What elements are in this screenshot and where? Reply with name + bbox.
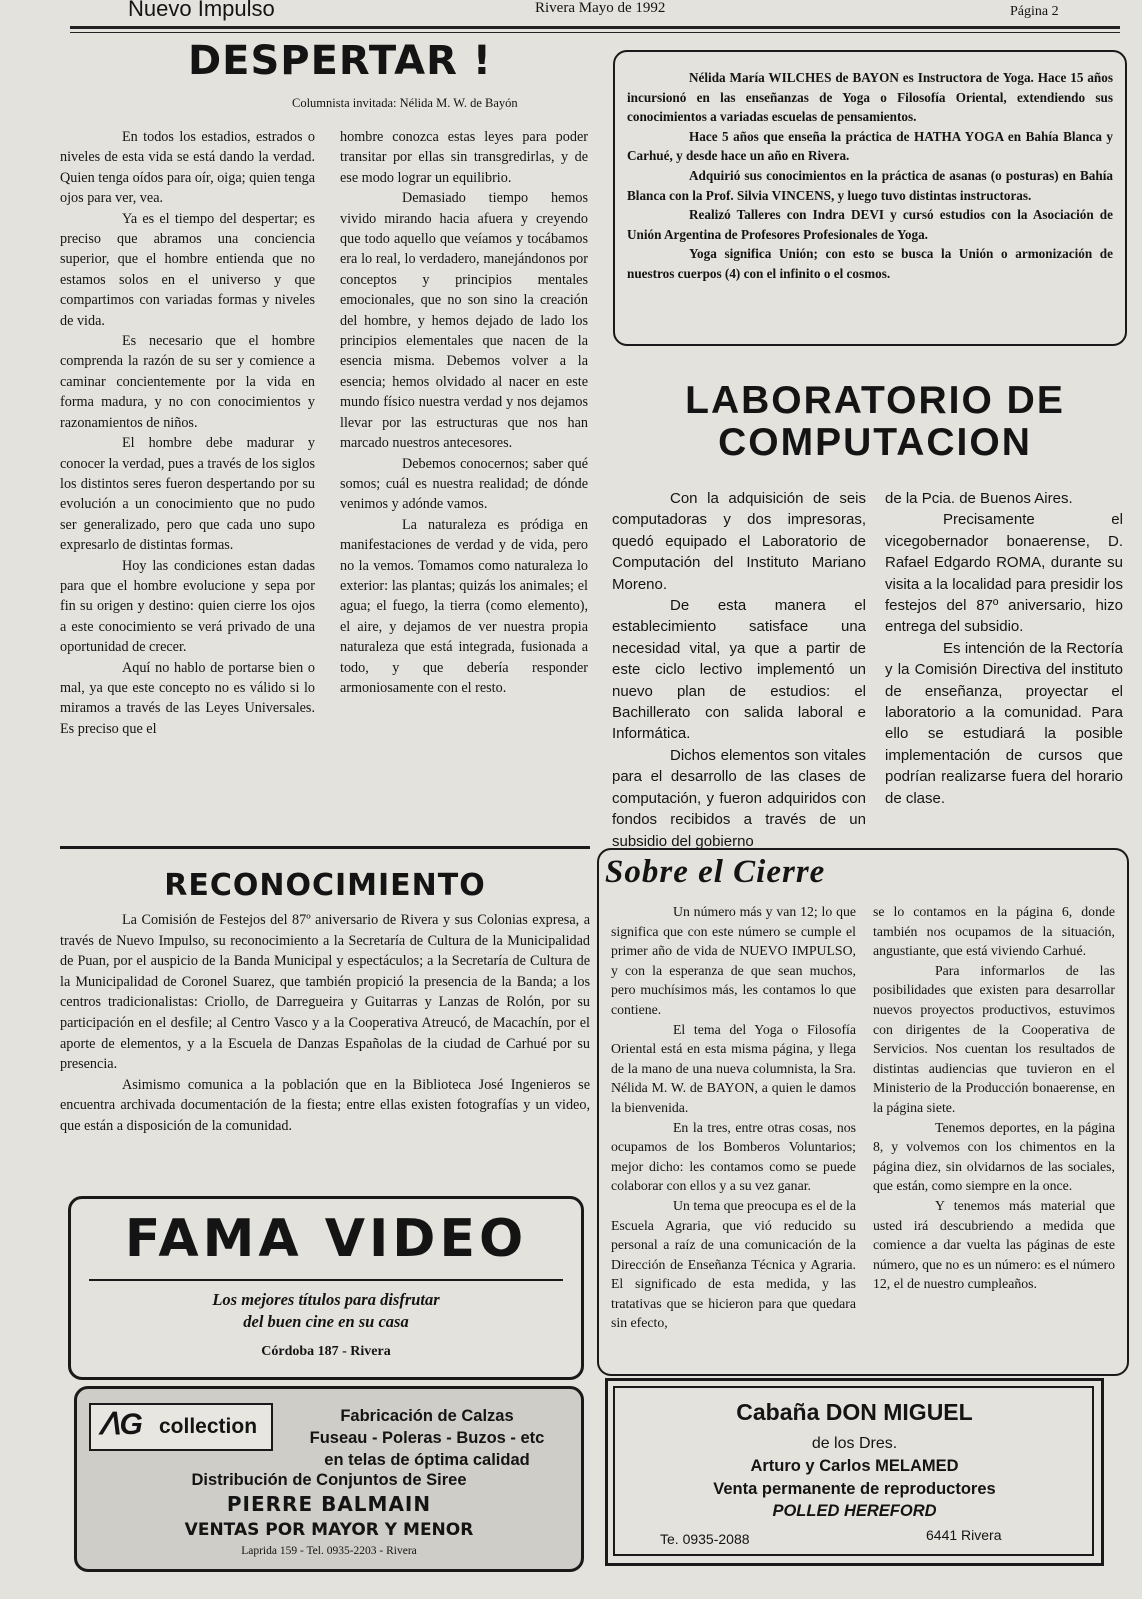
laboratorio-col1 bbox=[612, 488, 866, 852]
cabana-ad bbox=[605, 1378, 1104, 1566]
laboratorio-para: Precisamente el vicegobernador bonaerense, D. Rafael Edgardo ROMA, durante su visita a la localidad para presidir los festejos del 87º aniversario, hizo entrega del subsidio. bbox=[885, 511, 1123, 636]
fama-line2: del buen cine en su casa bbox=[243, 1312, 409, 1331]
yoga-para: Realizó Talleres con Indra DEVI y cursó estudios con la Asociación de Unión Argentina de Profesores Profesionales de Yoga. bbox=[627, 207, 1113, 242]
cabana-breed: POLLED HEREFORD bbox=[772, 1502, 937, 1520]
cierre-para: En la tres, entre otras cosas, nos ocupamos de los Bomberos Voluntarios; mejor dicho: les contamos como se puede colaborar con ellos y a su vez ganar. bbox=[611, 1119, 856, 1194]
despertar-para: El hombre debe madurar y conocer la verdad, pues a través de los siglos los distintos seres fueron despertando por su evolución a un conocimiento que no pudo ser generalizado, pero que cada uno supo expresarlo de distintas formas. bbox=[60, 435, 315, 554]
paper-name: Nuevo Impulso bbox=[128, 0, 275, 21]
collection-brand: PIERRE BALMAIN bbox=[226, 1492, 432, 1516]
issue-date: Rivera Mayo de 1992 bbox=[535, 0, 666, 16]
cierre-title: Sobre el Cierre bbox=[605, 854, 826, 890]
despertar-para: Hoy las condiciones estan dadas para que el hombre evolucione y sepa por fin su origen y destino: quien cierre los ojos a este conocimiento se verá privado de una oportunidad de crecer. bbox=[60, 557, 315, 656]
cabana-phone: Te. 0935-2088 bbox=[660, 1531, 750, 1547]
cabana-line1: de los Dres. bbox=[811, 1435, 898, 1452]
laboratorio-title bbox=[640, 380, 1110, 464]
laboratorio-para: Es intención de la Rectoría y la Comisión Directiva del instituto de enseñanza, proyectar el laboratorio a la comunidad. Para ello se estudiará la posible implementación de cursos que podrían realizarse fuera del horario de clase. bbox=[885, 639, 1123, 807]
collection-sales: VENTAS POR MAYOR Y MENOR bbox=[184, 1520, 474, 1540]
despertar-para: Aquí no hablo de portarse bien o mal, ya que este concepto no es válido si lo miramos a través de las Leyes Universales. Es preciso que el bbox=[60, 659, 315, 737]
cierre-col2 bbox=[873, 902, 1115, 1294]
cabana-owners: Arturo y Carlos MELAMED bbox=[750, 1457, 959, 1475]
collection-address: Laprida 159 - Tel. 0935-2203 - Rivera bbox=[241, 1545, 417, 1557]
collection-line2: Fuseau - Poleras - Buzos - etc bbox=[309, 1429, 545, 1447]
cierre-box bbox=[597, 848, 1129, 1376]
despertar-para: En todos los estadios, estrados o niveles de esta vida se está dando la verdad. Quien tenga oídos para oír, oiga; quien tenga ojos para ver, vea. bbox=[60, 129, 315, 207]
laboratorio-para: Dichos elementos son vitales para el desarrollo de las clases de computación, y fueron adquiridos con fondos recibidos a través de un subsidio del gobierno bbox=[612, 746, 866, 850]
collection-ad bbox=[74, 1386, 584, 1572]
despertar-byline: Columnista invitada: Nélida M. W. de Bayón bbox=[292, 96, 518, 110]
despertar-para: hombre conozca estas leyes para poder transitar por ellas sin transgredirlas, y de ese modo lograr un equilibrio. bbox=[340, 129, 588, 186]
yoga-bio-text bbox=[627, 68, 1113, 284]
cierre-col1 bbox=[611, 902, 856, 1333]
laboratorio-title-line2: COMPUTACION bbox=[718, 421, 1032, 464]
laboratorio-title-line1: LABORATORIO DE bbox=[685, 379, 1065, 422]
despertar-para: La naturaleza es pródiga en manifestaciones de verdad y de vida, pero no la vemos. Tomamos como naturaleza lo exterior: las plantas; quizás los animales; el agua; el fuego, la tierra (como elemento), el aire, y dejamos de ver nuestra propia naturaleza que está integrada, fusionada a todo, y que debería responder armoniosamente con el resto. bbox=[340, 516, 588, 696]
cabana-line3: Venta permanente de reproductores bbox=[713, 1480, 996, 1498]
yoga-bio-box bbox=[613, 50, 1127, 346]
collection-line1: Fabricación de Calzas bbox=[340, 1407, 514, 1425]
laboratorio-col2 bbox=[885, 488, 1123, 809]
laboratorio-para: De esta manera el establecimiento satisface una necesidad vital, ya que a partir de este ciclo lectivo implementó un nuevo plan de estudios: el Bachillerato con salida laboral e Informática. bbox=[612, 597, 866, 743]
cierre-para: El tema del Yoga o Filosofía Oriental está en esta misma página, y llega de la mano de una nueva columnista, la Sra. Nélida M. W. de BAYON, a quien le damos la bienvenida. bbox=[611, 1021, 856, 1115]
fama-video-title: FAMA VIDEO bbox=[124, 1209, 528, 1269]
laboratorio-para: de la Pcia. de Buenos Aires. bbox=[885, 490, 1073, 507]
despertar-para: Debemos conocernos; saber qué somos; cuál es nuestra realidad; de dónde venimos y adónde vamos. bbox=[340, 455, 588, 513]
fama-video-ad bbox=[68, 1196, 584, 1380]
cierre-para: Tenemos deportes, en la página 8, y volvemos con los chimentos en la página diez, sin olvidarnos de las sociales, que están, como siempre en la once. bbox=[873, 1119, 1115, 1194]
section-divider bbox=[60, 846, 590, 849]
despertar-col1 bbox=[60, 127, 315, 739]
page-number: Página 2 bbox=[1010, 4, 1059, 19]
collection-products bbox=[277, 1405, 577, 1471]
despertar-para: Es necesario que el hombre comprenda la razón de su ser y comience a caminar concientemente por la vida en forma madura, y no con conocimientos y razonamientos de niños. bbox=[60, 333, 315, 431]
laboratorio-para: Con la adquisición de seis computadoras y dos impresoras, quedó equipado el Laboratorio de Computación del Instituto Mariano Moreno. bbox=[612, 490, 866, 593]
despertar-title: DESPERTAR ! bbox=[187, 38, 493, 84]
reconocimiento-title: RECONOCIMIENTO bbox=[164, 868, 486, 903]
fama-address: Córdoba 187 - Rivera bbox=[261, 1344, 391, 1359]
collection-line4: Distribución de Conjuntos de Siree bbox=[191, 1471, 467, 1489]
cierre-para: Un tema que preocupa es el de la Escuela Agraria, que vió reducido su personal a raíz de una comunicación de la Dirección de Enseñanza Técnica y Agraria. El significado de esta medida, y las tratativas que se hicieron para que quedara sin efecto, bbox=[611, 1197, 856, 1331]
cabana-title: Cabaña DON MIGUEL bbox=[736, 1399, 973, 1425]
despertar-para: Ya es el tiempo del despertar; es preciso que abramos una conciencia superior, que el hombre entienda que no estamos solos en el universo y que compartimos con variadas formas y niveles de vida. bbox=[60, 210, 315, 329]
yoga-para: Nélida María WILCHES de BAYON es Instructora de Yoga. Hace 15 años incursionó en las enseñanzas de Yoga o Filosofía Oriental, extendiendo sus conocimientos a variadas escuelas de pensamientos. bbox=[627, 70, 1113, 125]
collection-logo-text: collection bbox=[159, 1415, 258, 1438]
yoga-para: Yoga significa Unión; con esto se busca la Unión o armonización de nuestros cuerpos (4) con el infinito o el cosmos. bbox=[627, 246, 1113, 281]
cierre-para: Para informarlos de las posibilidades que existen para desarrollar nuevos proyectos productivos, estuvimos con dirigentes de la Cooperativa de Servicios. Nos cuentan los resultados de distintas audiencias que tuvieron en el Ministerio de la Producción bonaerense, en la página siete. bbox=[873, 962, 1115, 1115]
collection-line3: en telas de óptima calidad bbox=[324, 1451, 530, 1469]
reconocimiento-para: Asimismo comunica a la población que en la Biblioteca José Ingenieros se encuentra archivada documentación de la fiesta; entre ellas existen fotografías y un video, que están a disposición de la comunidad. bbox=[60, 1076, 590, 1134]
yoga-para: Hace 5 años que enseña la práctica de HATHA YOGA en Bahía Blanca y Carhué, y desde hace un año en Rivera. bbox=[627, 128, 1113, 164]
collection-logo bbox=[89, 1403, 273, 1451]
header-rule-thin bbox=[70, 32, 1120, 33]
header-rule bbox=[70, 26, 1120, 29]
cabana-city: 6441 Rivera bbox=[926, 1527, 1002, 1543]
cierre-para: Un número más y van 12; lo que significa que con este número se cumple el primer año de vida de NUEVO IMPULSO, y con la esperanza de que sean muchos, pero muchísimos más, les contamos lo que contiene. bbox=[611, 904, 856, 1017]
despertar-para: Demasiado tiempo hemos vivido mirando hacia afuera y creyendo que todo aquello que veíamos y tocábamos era lo real, lo verdadero, manejándonos por conceptos y principios mentales emocionales, que no son sino la creación del hombre, y hemos dejado de lado los principios elementales que nacen de la esencia misma. Debemos volver a la esencia; hemos olvidado al nacer en este mundo físico nuestra verdad y nos dejamos llevar por las estructuras que nos han marcado nuestros antecesores. bbox=[340, 190, 588, 452]
despertar-col2 bbox=[340, 127, 588, 698]
fama-rule bbox=[89, 1279, 563, 1281]
reconocimiento-body bbox=[60, 910, 590, 1137]
cierre-para: se lo contamos en la página 6, donde también nos ocupamos de la situación, angustiante, que está viviendo Carhué. bbox=[873, 904, 1115, 959]
reconocimiento-para: La Comisión de Festejos del 87º aniversario de Rivera y sus Colonias expresa, a través de Nuevo Impulso, su reconocimiento a la Secretaría de Cultura de la Municipalidad de Puan, por el auspicio de la Banda Municipal y espectáculos; a la Secretaría de Cultura de la Municipalidad de Coronel Suarez, que también propició la presencia de la Banda; a los centros tradicionalistas: Criollo, de Darregueira y Guitarras y Lanzas de Rolón, por su participación en el desfile; al Centro Vasco y a la Cooperativa Atreucó, de Macachín, por el aporte de elementos, y a la Escuela de Danzas Españolas de la ciudad de Carhué por su presencia. bbox=[60, 912, 590, 1073]
fama-tagline bbox=[71, 1289, 581, 1333]
yoga-para: Adquirió sus conocimientos en la práctica de asanas (o posturas) en Bahía Blanca con la Prof. Silvia VINCENS, y luego tuvo distintas instructoras. bbox=[627, 167, 1113, 203]
cierre-para: Y tenemos más material que usted irá descubriendo a medida que comience a dar vuelta las páginas de este número, que no es un número: es el número 12, el de nuestro cumpleaños. bbox=[873, 1197, 1115, 1292]
fama-line1: Los mejores títulos para disfrutar bbox=[212, 1290, 440, 1309]
ag-logo-icon: ᐱG bbox=[99, 1408, 143, 1441]
